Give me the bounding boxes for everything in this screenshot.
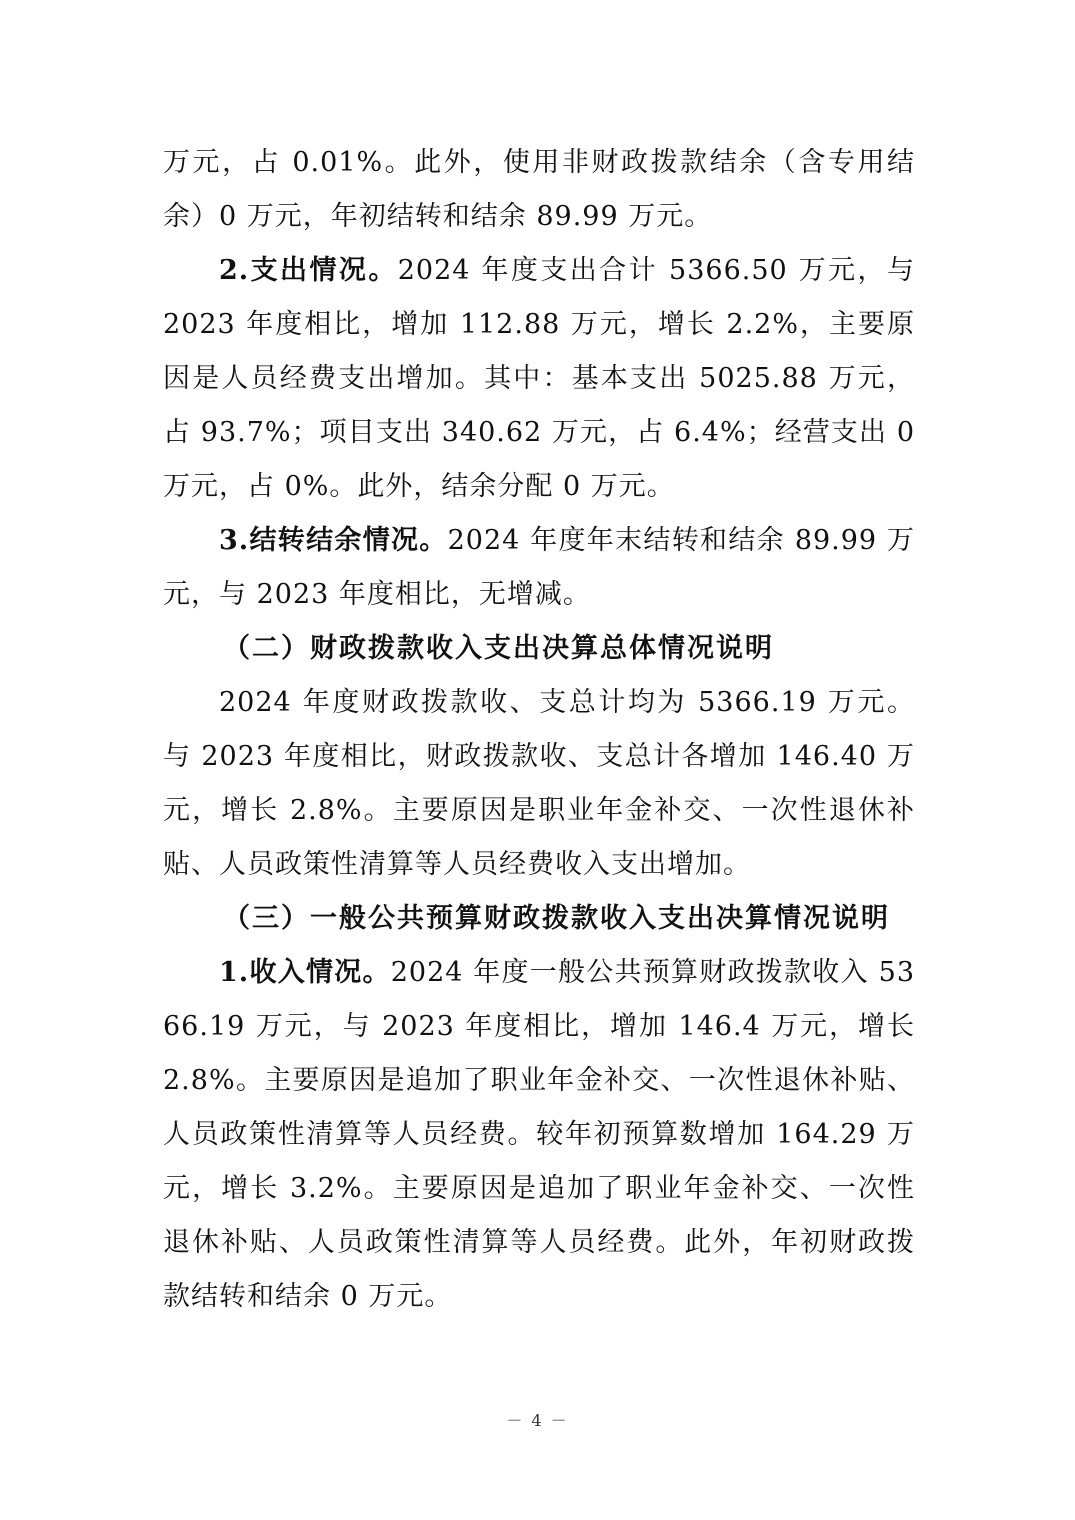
document-body	[163, 136, 915, 1324]
section-title-carryover: 3.结转结余情况。	[219, 525, 448, 556]
heading-fiscal-overall: （二）财政拨款收入支出决算总体情况说明	[223, 633, 774, 664]
heading-general-budget: （三）一般公共预算财政拨款收入支出决算情况说明	[223, 903, 890, 934]
paragraph-expenditure	[163, 244, 915, 514]
section-title-expenditure: 2.支出情况。	[219, 255, 398, 286]
paragraph-income-continued: 万元，占 0.01%。此外，使用非财政拨款结余（含专用结余）0 万元，年初结转和结余 89.99 万元。	[163, 147, 915, 232]
section-body-carryover: 2024 年度年末结转和结余 89.99 万元，与 2023 年度相比，无增减。	[163, 525, 915, 610]
page-number: － 4 －	[506, 1411, 569, 1430]
section-title-income: 1.收入情况。	[219, 957, 391, 988]
paragraph-fiscal-overall: 2024 年度财政拨款收、支总计均为 5366.19 万元。与 2023 年度相比，财政拨款收、支总计各增加 146.40 万元，增长 2.8%。主要原因是职业年金补交、一次性退休补贴、人员政策性清算等人员经费收入支出增加。	[163, 687, 915, 880]
paragraph-carryover	[163, 514, 915, 622]
section-body-expenditure: 2024 年度支出合计 5366.50 万元，与 2023 年度相比，增加 112.88 万元，增长 2.2%，主要原因是人员经费支出增加。其中：基本支出 5025.88 万元，占 93.7%；项目支出 340.62 万元，占 6.4%；经营支出 0 万元，占 0%。此外，结余分配 0 万元。	[163, 255, 915, 502]
section-body-income: 2024 年度一般公共预算财政拨款收入 5366.19 万元，与 2023 年度相比，增加 146.4 万元，增长 2.8%。主要原因是追加了职业年金补交、一次性退休补贴、人员政策性清算等人员经费。较年初预算数增加 164.29 万元，增长 3.2%。主要原因是追加了职业年金补交、一次性退休补贴、人员政策性清算等人员经费。此外，年初财政拨款结转和结余 0 万元。	[163, 957, 916, 1312]
paragraph-general-budget-income	[163, 946, 915, 1324]
